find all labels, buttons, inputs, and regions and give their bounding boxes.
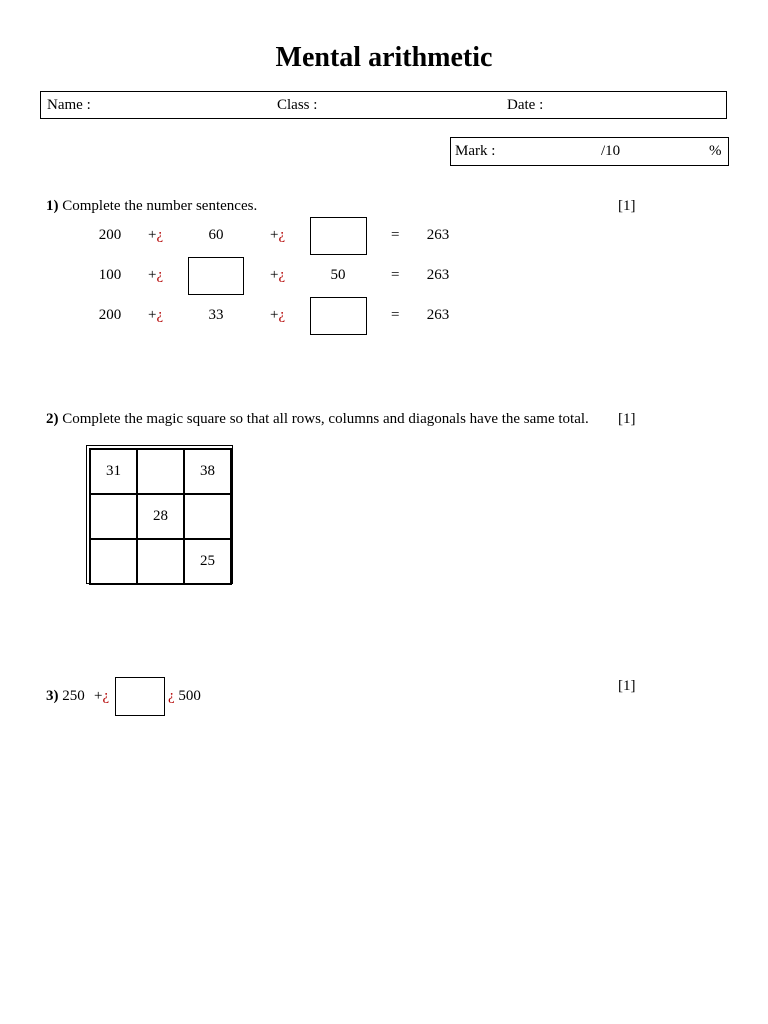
magic-cell[interactable] bbox=[90, 539, 137, 584]
q1-row2-equals: = bbox=[391, 267, 400, 283]
question-1-marks: [1] bbox=[618, 198, 636, 214]
q1-row2-c: 50 bbox=[330, 267, 346, 283]
magic-cell[interactable] bbox=[90, 494, 137, 539]
class-label: Class : bbox=[277, 97, 318, 113]
q1-row2-plus1: +¿ bbox=[148, 267, 164, 283]
q1-row2-a: 100 bbox=[98, 267, 122, 283]
question-1-text: Complete the number sentences. bbox=[62, 198, 258, 214]
name-label: Name : bbox=[47, 97, 91, 113]
q1-row2-result: 263 bbox=[426, 267, 450, 283]
date-label: Date : bbox=[507, 97, 544, 113]
magic-square-grid bbox=[89, 448, 232, 585]
question-1-number: 1) bbox=[46, 198, 59, 214]
question-2-marks: [1] bbox=[618, 411, 636, 427]
q1-row3-answer-box[interactable] bbox=[310, 297, 367, 335]
q1-row3-plus1: +¿ bbox=[148, 307, 164, 323]
question-3-prompt bbox=[46, 688, 85, 705]
q1-row1-plus2: +¿ bbox=[270, 227, 286, 243]
q1-row1-a: 200 bbox=[98, 227, 122, 243]
q1-row1-answer-box[interactable] bbox=[310, 217, 367, 255]
magic-cell[interactable] bbox=[184, 494, 231, 539]
question-2-text: Complete the magic square so that all rows, columns and diagonals have the same total. bbox=[62, 411, 589, 427]
question-3-marks: [1] bbox=[618, 678, 636, 694]
q1-row1-equals: = bbox=[391, 227, 400, 243]
page-title: Mental arithmetic bbox=[275, 42, 493, 73]
q1-row3-b: 33 bbox=[208, 307, 224, 323]
q1-row1-b: 60 bbox=[208, 227, 224, 243]
q1-row3-a: 200 bbox=[98, 307, 122, 323]
q1-row1-plus1: +¿ bbox=[148, 227, 164, 243]
magic-cell[interactable]: 25 bbox=[184, 539, 231, 584]
magic-cell[interactable]: 31 bbox=[90, 449, 137, 494]
q1-row2-answer-box[interactable] bbox=[188, 257, 244, 295]
q1-row3-equals: = bbox=[391, 307, 400, 323]
mark-out-of: /10 bbox=[601, 143, 621, 159]
magic-square bbox=[86, 445, 233, 584]
q1-row2-plus2: +¿ bbox=[270, 267, 286, 283]
mark-label: Mark : bbox=[455, 143, 496, 159]
magic-cell[interactable]: 28 bbox=[137, 494, 184, 539]
q3-plus: +¿ bbox=[94, 688, 110, 704]
magic-cell[interactable] bbox=[137, 539, 184, 584]
student-info-box bbox=[40, 91, 727, 119]
q3-end: ¿ 500 bbox=[168, 688, 201, 704]
mark-percent: % bbox=[709, 143, 722, 159]
q1-row3-result: 263 bbox=[426, 307, 450, 323]
question-3-start: 250 bbox=[62, 688, 85, 704]
question-2-prompt bbox=[46, 411, 589, 428]
magic-cell[interactable] bbox=[137, 449, 184, 494]
mark-box bbox=[450, 137, 729, 166]
question-3-number: 3) bbox=[46, 688, 59, 704]
q1-row3-plus2: +¿ bbox=[270, 307, 286, 323]
q3-answer-box[interactable] bbox=[115, 677, 165, 716]
q1-row1-result: 263 bbox=[426, 227, 450, 243]
question-2-number: 2) bbox=[46, 411, 59, 427]
magic-cell[interactable]: 38 bbox=[184, 449, 231, 494]
question-1-prompt bbox=[46, 198, 257, 215]
